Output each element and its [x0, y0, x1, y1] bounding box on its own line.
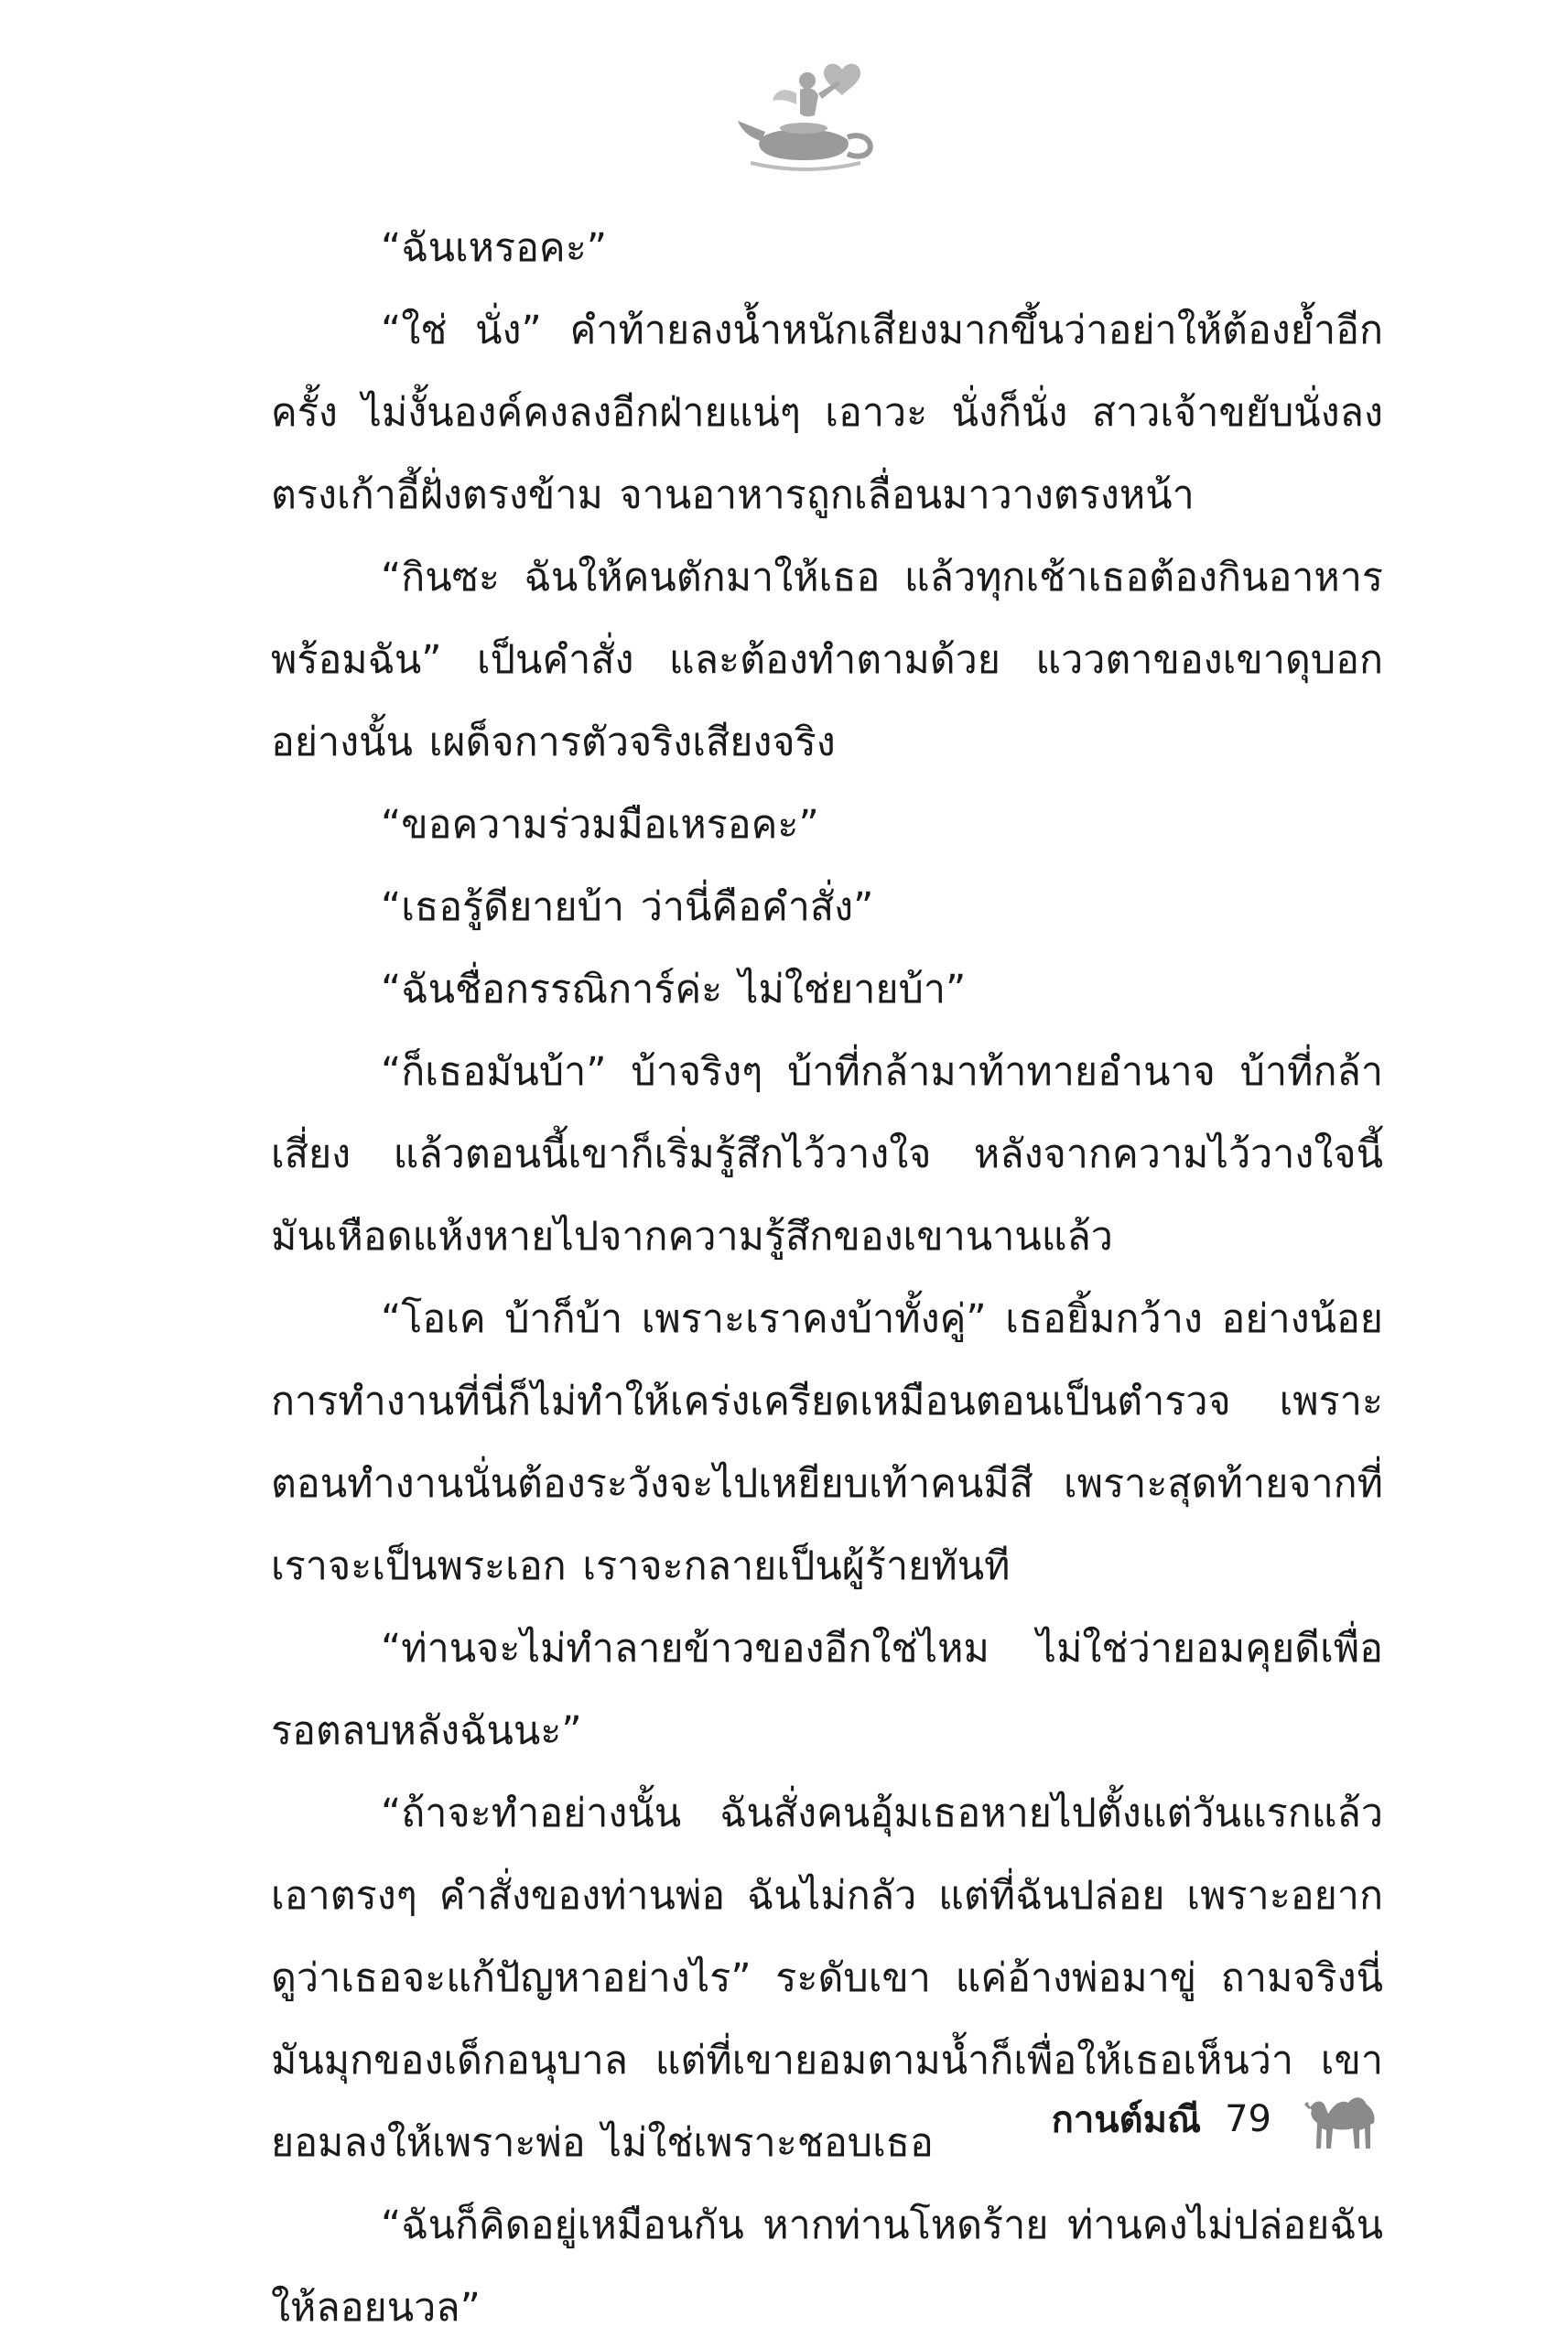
paragraph: “ขอความร่วมมือเหรอคะ” — [381, 802, 819, 848]
paragraph: “กินซะ ฉันให้คนตักมาให้เธอ แล้วทุกเช้าเธอต้องกินอาหารพร้อมฉัน” เป็นคำสั่ง และต้องทำตามด้วย แววตาของเขาดุบอกอย่างนั้น เผด็จการตัวจริงเสียงจริง — [271, 555, 1383, 765]
book-title: กานต์มณี — [1051, 2099, 1202, 2141]
camel-icon — [1303, 2083, 1385, 2156]
story-text — [271, 207, 1383, 2349]
paragraph: “ก็เธอมันบ้า” บ้าจริงๆ บ้าที่กล้ามาท้าทายอำนาจ บ้าที่กล้าเสี่ยง แล้วตอนนี้เขาก็เริ่มรู้สึกไว้วางใจ หลังจากความไว้วางใจนี้มันเหือดแห้งหายไปจากความรู้สึกของเขานานแล้ว — [271, 1049, 1383, 1260]
paragraph: “ท่านจะไม่ทำลายข้าวของอีกใช่ไหม ไม่ใช่ว่ายอมคุยดีเพื่อรอตลบหลังฉันนะ” — [271, 1626, 1383, 1754]
paragraph: “ใช่ นั่ง” คำท้ายลงน้ำหนักเสียงมากขึ้นว่าอย่าให้ต้องย้ำอีกครั้ง ไม่งั้นองค์คงลงอีกฝ่ายแน่ๆ เอาวะ นั่งก็นั่ง สาวเจ้าขยับนั่งลงตรงเก้าอี้ฝั่งตรงข้าม จานอาหารถูกเลื่อนมาวางตรงหน้า — [271, 308, 1383, 518]
paragraph: “ฉันชื่อกรรณิการ์ค่ะ ไม่ใช่ยายบ้า” — [381, 967, 967, 1012]
paragraph: “เธอรู้ดียายบ้า ว่านี่คือคำสั่ง” — [381, 884, 874, 930]
paragraph: “ถ้าจะทำอย่างนั้น ฉันสั่งคนอุ้มเธอหายไปตั้งแต่วันแรกแล้ว เอาตรงๆ คำสั่งของท่านพ่อ ฉันไม่กลัว แต่ที่ฉันปล่อย เพราะอยากดูว่าเธอจะแก้ปัญหาอย่างไร” ระดับเขา แค่อ้างพ่อมาขู่ ถามจริงนี่มันมุกของเด็กอนุบาล แต่ที่เขายอมตามน้ำก็เพื่อให้เธอเห็นว่า เขายอมลงให้เพราะพ่อ ไม่ใช่เพราะชอบเธอ — [271, 1791, 1383, 2166]
page-number: 79 — [1225, 2098, 1271, 2140]
cupid-teapot-ornament-icon — [732, 53, 897, 172]
paragraph: “ฉันก็คิดอยู่เหมือนกัน หากท่านโหดร้าย ท่านคงไม่ปล่อยฉันให้ลอยนวล” — [271, 2203, 1383, 2331]
page-footer — [1052, 2078, 1385, 2160]
paragraph: “ฉันเหรอคะ” — [381, 225, 608, 271]
paragraph: “โอเค บ้าก็บ้า เพราะเราคงบ้าทั้งคู่” เธอยิ้มกว้าง อย่างน้อยการทำงานที่นี่ก็ไม่ทำให้เคร่งเครียดเหมือนตอนเป็นตำรวจ เพราะตอนทำงานนั่นต้องระวังจะไปเหยียบเท้าคนมีสี เพราะสุดท้ายจากที่เราจะเป็นพระเอก เราจะกลายเป็นผู้ร้ายทันที — [271, 1296, 1383, 1589]
